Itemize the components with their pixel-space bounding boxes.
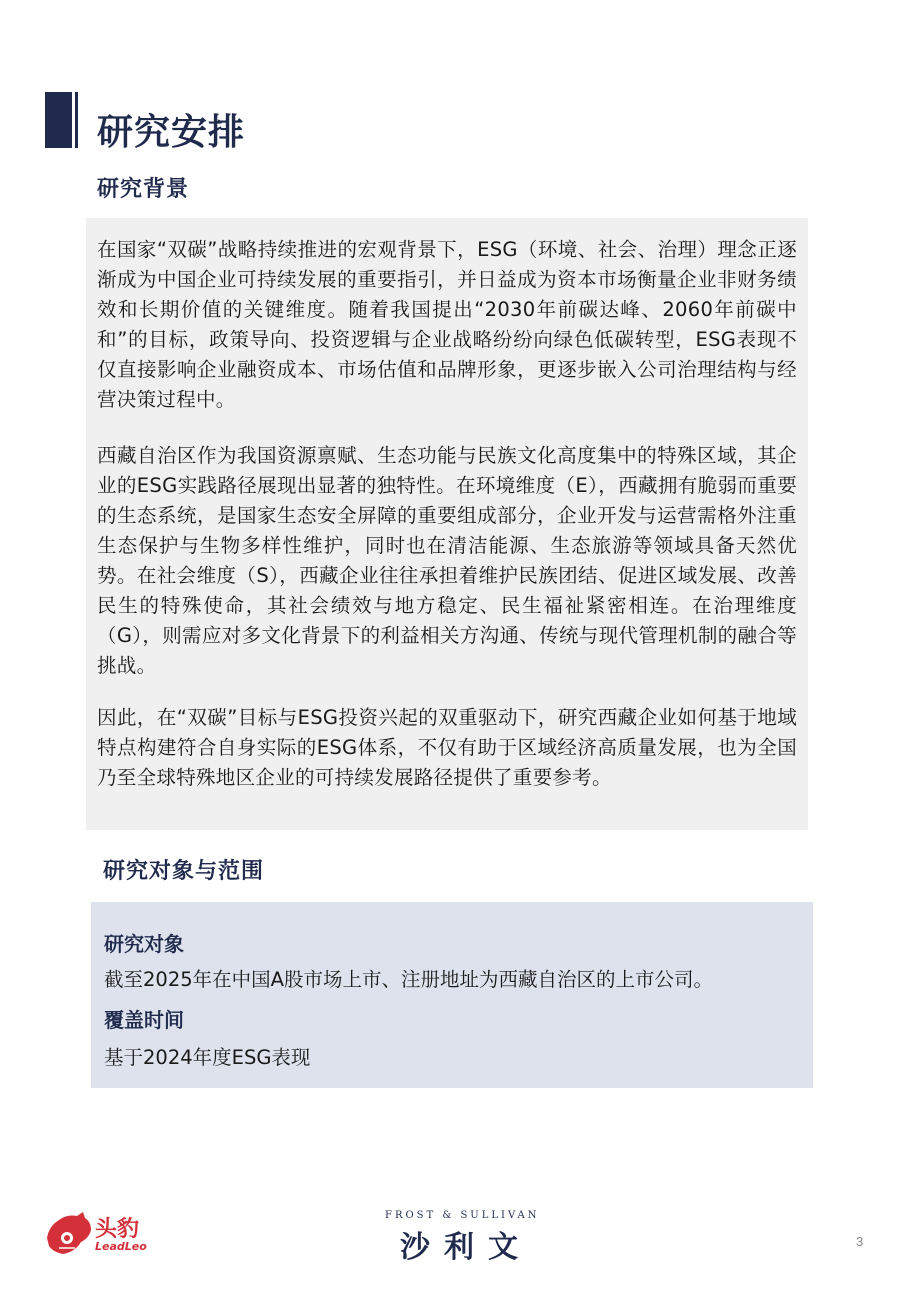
page-number: 3	[856, 1234, 864, 1249]
research-object-value: 截至2025年在中国A股市场上市、注册地址为西藏自治区的上市公司。	[104, 968, 713, 991]
background-paragraph-3: 因此，在“双碳”目标与ESG投资兴起的双重驱动下，研究西藏企业如何基于地域特点构建符合自身实际的ESG体系，不仅有助于区域经济高质量发展，也为全国乃至全球特殊地区企业的可持续发展路径提供了重要参考。	[97, 706, 797, 789]
background-paragraph-2: 西藏自治区作为我国资源禀赋、生态功能与民族文化高度集中的特殊区域，其企业的ESG实践路径展现出显著的独特性。在环境维度（E），西藏拥有脆弱而重要的生态系统，是国家生态安全屏障的重要组成部分，企业开发与运营需格外注重生态保护与生物多样性维护，同时也在清洁能源、生态旅游等领域具备天然优势。在社会维度（S），西藏企业往往承担着维护民族团结、促进区域发展、改善民生的特殊使命，其社会绩效与地方稳定、民生福祉紧密相连。在治理维度（G），则需应对多文化背景下的利益相关方沟通、传统与现代管理机制的融合等挑战。	[97, 444, 797, 677]
frost-sullivan-logo-cn: 沙利文	[400, 1230, 532, 1265]
title-accent-bar	[45, 92, 75, 148]
leadleo-logo-cn: 头豹	[95, 1217, 140, 1242]
section-heading-background: 研究背景	[97, 176, 190, 202]
coverage-period-value: 基于2024年度ESG表现	[104, 1046, 311, 1069]
leadleo-logo-en: LeadLeo	[95, 1240, 147, 1253]
frost-sullivan-logo-en: FROST & SULLIVAN	[385, 1210, 540, 1221]
coverage-period-label: 覆盖时间	[104, 1008, 184, 1032]
background-paragraph-1: 在国家“双碳”战略持续推进的宏观背景下，ESG（环境、社会、治理）理念正逐渐成为中国企业可持续发展的重要指引，并日益成为资本市场衡量企业非财务绩效和长期价值的关键维度。随着我国提出“2030年前碳达峰、2060年前碳中和”的目标，政策导向、投资逻辑与企业战略纷纷向绿色低碳转型，ESG表现不仅直接影响企业融资成本、市场估值和品牌形象，更逐步嵌入公司治理结构与经营决策过程中。	[97, 238, 797, 411]
page-title: 研究安排	[97, 111, 246, 153]
section-heading-scope: 研究对象与范围	[103, 858, 265, 884]
research-object-label: 研究对象	[104, 932, 184, 956]
